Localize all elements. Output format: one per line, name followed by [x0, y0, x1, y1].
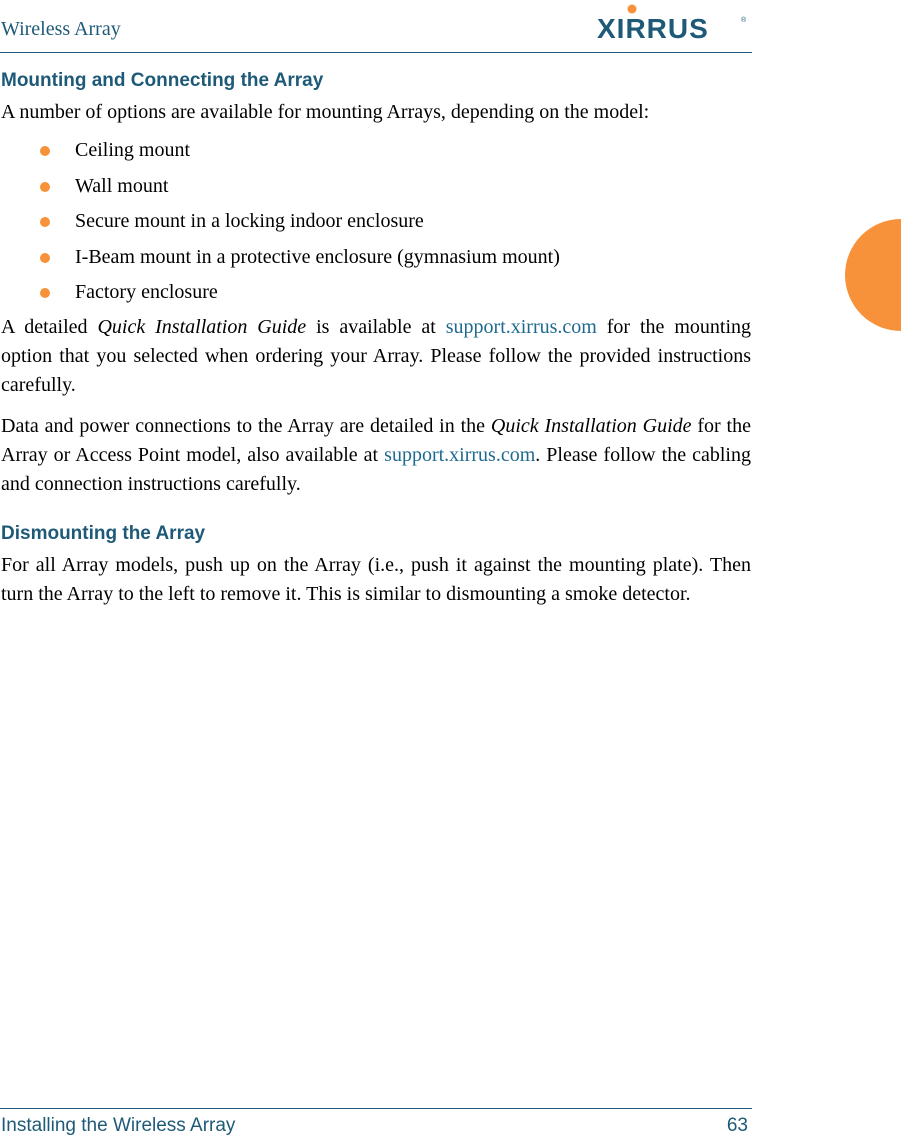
bullet-icon	[40, 217, 50, 227]
guide-paragraph: A detailed Quick Installation Guide is available at support.xirrus.com for the mounting option that you selected when ordering your Array. Please follow the provided instructions carefully.	[1, 315, 751, 396]
list-item: Factory enclosure	[1, 275, 751, 311]
main-content	[1, 68, 751, 609]
support-link[interactable]: support.xirrus.com	[445, 315, 597, 338]
page-header	[0, 0, 752, 53]
guide-title: Quick Installation Guide	[490, 414, 692, 437]
header-title: Wireless Array	[1, 18, 121, 40]
support-link[interactable]: support.xirrus.com	[384, 443, 536, 466]
chapter-tab-marker	[845, 219, 901, 331]
bullet-icon	[40, 288, 50, 298]
logo-text: XIRRUS	[597, 13, 709, 42]
bullet-icon	[40, 146, 50, 156]
intro-paragraph: A number of options are available for mounting Arrays, depending on the model:	[1, 101, 650, 123]
list-item: Wall mount	[1, 169, 751, 205]
dismount-paragraph: For all Array models, push up on the Array (i.e., push it against the mounting plate). Then turn the Array to the left to remove it. This is similar to dismounting a smoke detector.	[1, 553, 751, 605]
mount-options-list	[1, 133, 751, 311]
bullet-icon	[40, 253, 50, 263]
bullet-icon	[40, 182, 50, 192]
page-number: 63	[726, 1115, 748, 1136]
page-footer	[0, 1108, 752, 1138]
connections-paragraph: Data and power connections to the Array are detailed in the Quick Installation Guide for the Array or Access Point model, also available at support.xirrus.com. Please follow the cabling and connection instructions carefully.	[1, 414, 751, 495]
section-heading-mounting: Mounting and Connecting the Array	[1, 70, 324, 91]
xirrus-logo	[596, 2, 750, 42]
list-item: I-Beam mount in a protective enclosure (gymnasium mount)	[1, 240, 751, 276]
list-item: Ceiling mount	[1, 133, 751, 169]
svg-text:®: ®	[741, 17, 747, 24]
footer-chapter-title: Installing the Wireless Array	[1, 1115, 236, 1136]
guide-title: Quick Installation Guide	[97, 315, 307, 338]
section-heading-dismounting: Dismounting the Array	[1, 522, 206, 544]
list-item: Secure mount in a locking indoor enclosure	[1, 204, 751, 240]
